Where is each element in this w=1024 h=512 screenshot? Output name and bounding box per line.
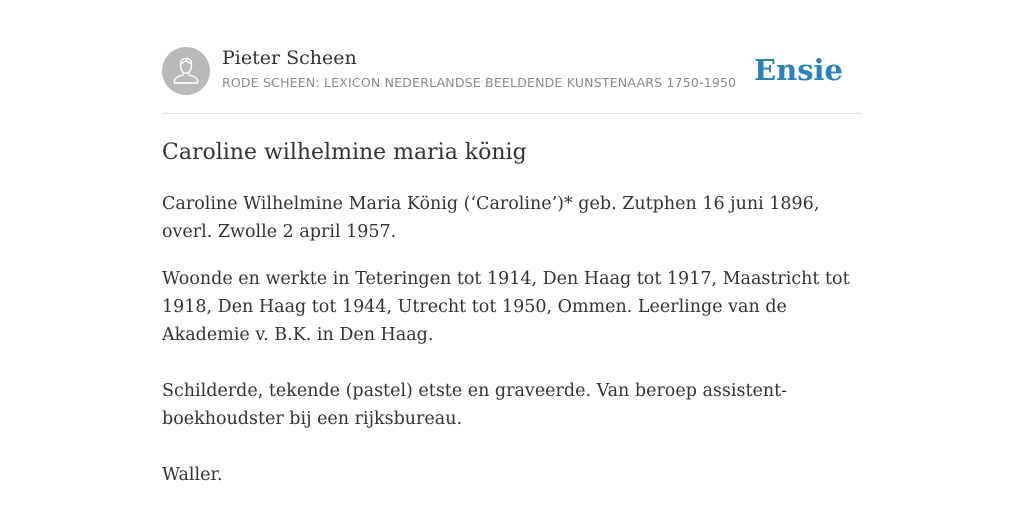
page-title: Caroline wilhelmine maria könig: [162, 140, 527, 165]
source-title[interactable]: RODE SCHEEN: LEXICON NEDERLANDSE BEELDENDE KUNSTENAARS 1750-1950: [222, 75, 737, 90]
brand-logo[interactable]: Ensie: [754, 53, 843, 87]
header-divider: [162, 113, 862, 114]
author-avatar[interactable]: [162, 47, 210, 95]
article-header: [162, 46, 862, 96]
article-paragraph: Woonde en werkte in Teteringen tot 1914, Den Haag tot 1917, Maastricht tot 1918, Den Haag tot 1944, Utrecht tot 1950, Ommen. Leerlinge van de Akademie v. B.K. in Den Haag.: [162, 269, 850, 345]
article-paragraph: Caroline Wilhelmine Maria König (‘Caroline’)* geb. Zutphen 16 juni 1896, overl. Zwolle 2 april 1957.: [162, 194, 820, 242]
article-paragraph: Schilderde, tekende (pastel) etste en graveerde. Van beroep assistent-boekhoudster bij een rijksbureau.: [162, 381, 788, 429]
author-name[interactable]: Pieter Scheen: [222, 47, 357, 69]
user-silhouette-icon: [162, 47, 210, 95]
article-paragraph: Waller.: [162, 465, 223, 485]
